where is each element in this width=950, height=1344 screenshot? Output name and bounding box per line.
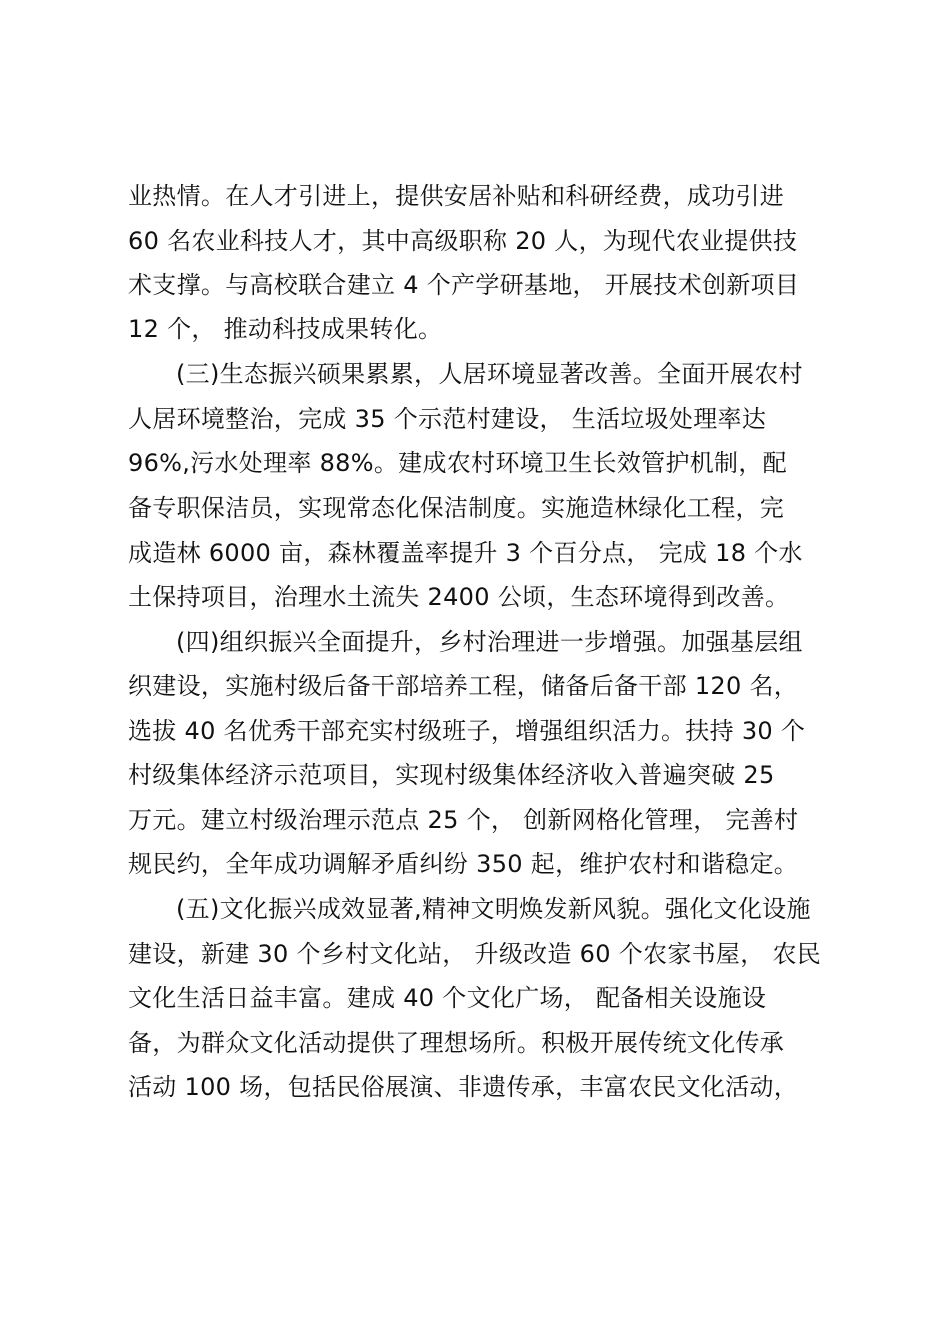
text-line: 万元。建立村级治理示范点 25 个， 创新网格化管理， 完善村 xyxy=(128,806,799,834)
text-line: 村级集体经济示范项目，实现村级集体经济收入普遍突破 25 xyxy=(128,761,775,789)
text-line: 活动 100 场，包括民俗展演、非遗传承，丰富农民文化活动， xyxy=(128,1073,799,1101)
text-line: 织建设，实施村级后备干部培养工程，储备后备干部 120 名， xyxy=(128,672,799,700)
text-line: 术支撑。与高校联合建立 4 个产学研基地， 开展技术创新项目 xyxy=(128,271,800,299)
text-line: 人居环境整治，完成 35 个示范村建设， 生活垃圾处理率达 xyxy=(128,405,767,433)
paragraph-heading-five: (五)文化振兴成效显著,精神文明焕发新风貌。强化文化设施 xyxy=(176,895,811,923)
text-line: 12 个， 推动科技成果转化。 xyxy=(128,315,443,343)
text-line: 建设，新建 30 个乡村文化站， 升级改造 60 个农家书屋， 农民 xyxy=(128,940,822,968)
text-line: 成造林 6000 亩，森林覆盖率提升 3 个百分点， 完成 18 个水 xyxy=(128,539,803,567)
text-line: 60 名农业科技人才，其中高级职称 20 人，为现代农业提供技 xyxy=(128,227,798,255)
text-line: 备，为群众文化活动提供了理想场所。积极开展传统文化传承 xyxy=(128,1029,785,1057)
text-line: 业热情。在人才引进上，提供安居补贴和科研经费，成功引进 xyxy=(128,182,785,210)
paragraph-heading-three: (三)生态振兴硕果累累，人居环境显著改善。全面开展农村 xyxy=(176,360,803,388)
paragraph-heading-four: (四)组织振兴全面提升，乡村治理进一步增强。加强基层组 xyxy=(176,628,803,656)
text-line: 96%,污水处理率 88%。建成农村环境卫生长效管护机制，配 xyxy=(128,449,787,477)
text-line: 文化生活日益丰富。建成 40 个文化广场， 配备相关设施设 xyxy=(128,984,767,1012)
text-line: 选拔 40 名优秀干部充实村级班子，增强组织活力。扶持 30 个 xyxy=(128,717,806,745)
text-line: 规民约，全年成功调解矛盾纠纷 350 起，维护农村和谐稳定。 xyxy=(128,850,799,878)
text-line: 土保持项目，治理水土流失 2400 公顷，生态环境得到改善。 xyxy=(128,583,790,611)
text-line: 备专职保洁员，实现常态化保洁制度。实施造林绿化工程，完 xyxy=(128,494,785,522)
